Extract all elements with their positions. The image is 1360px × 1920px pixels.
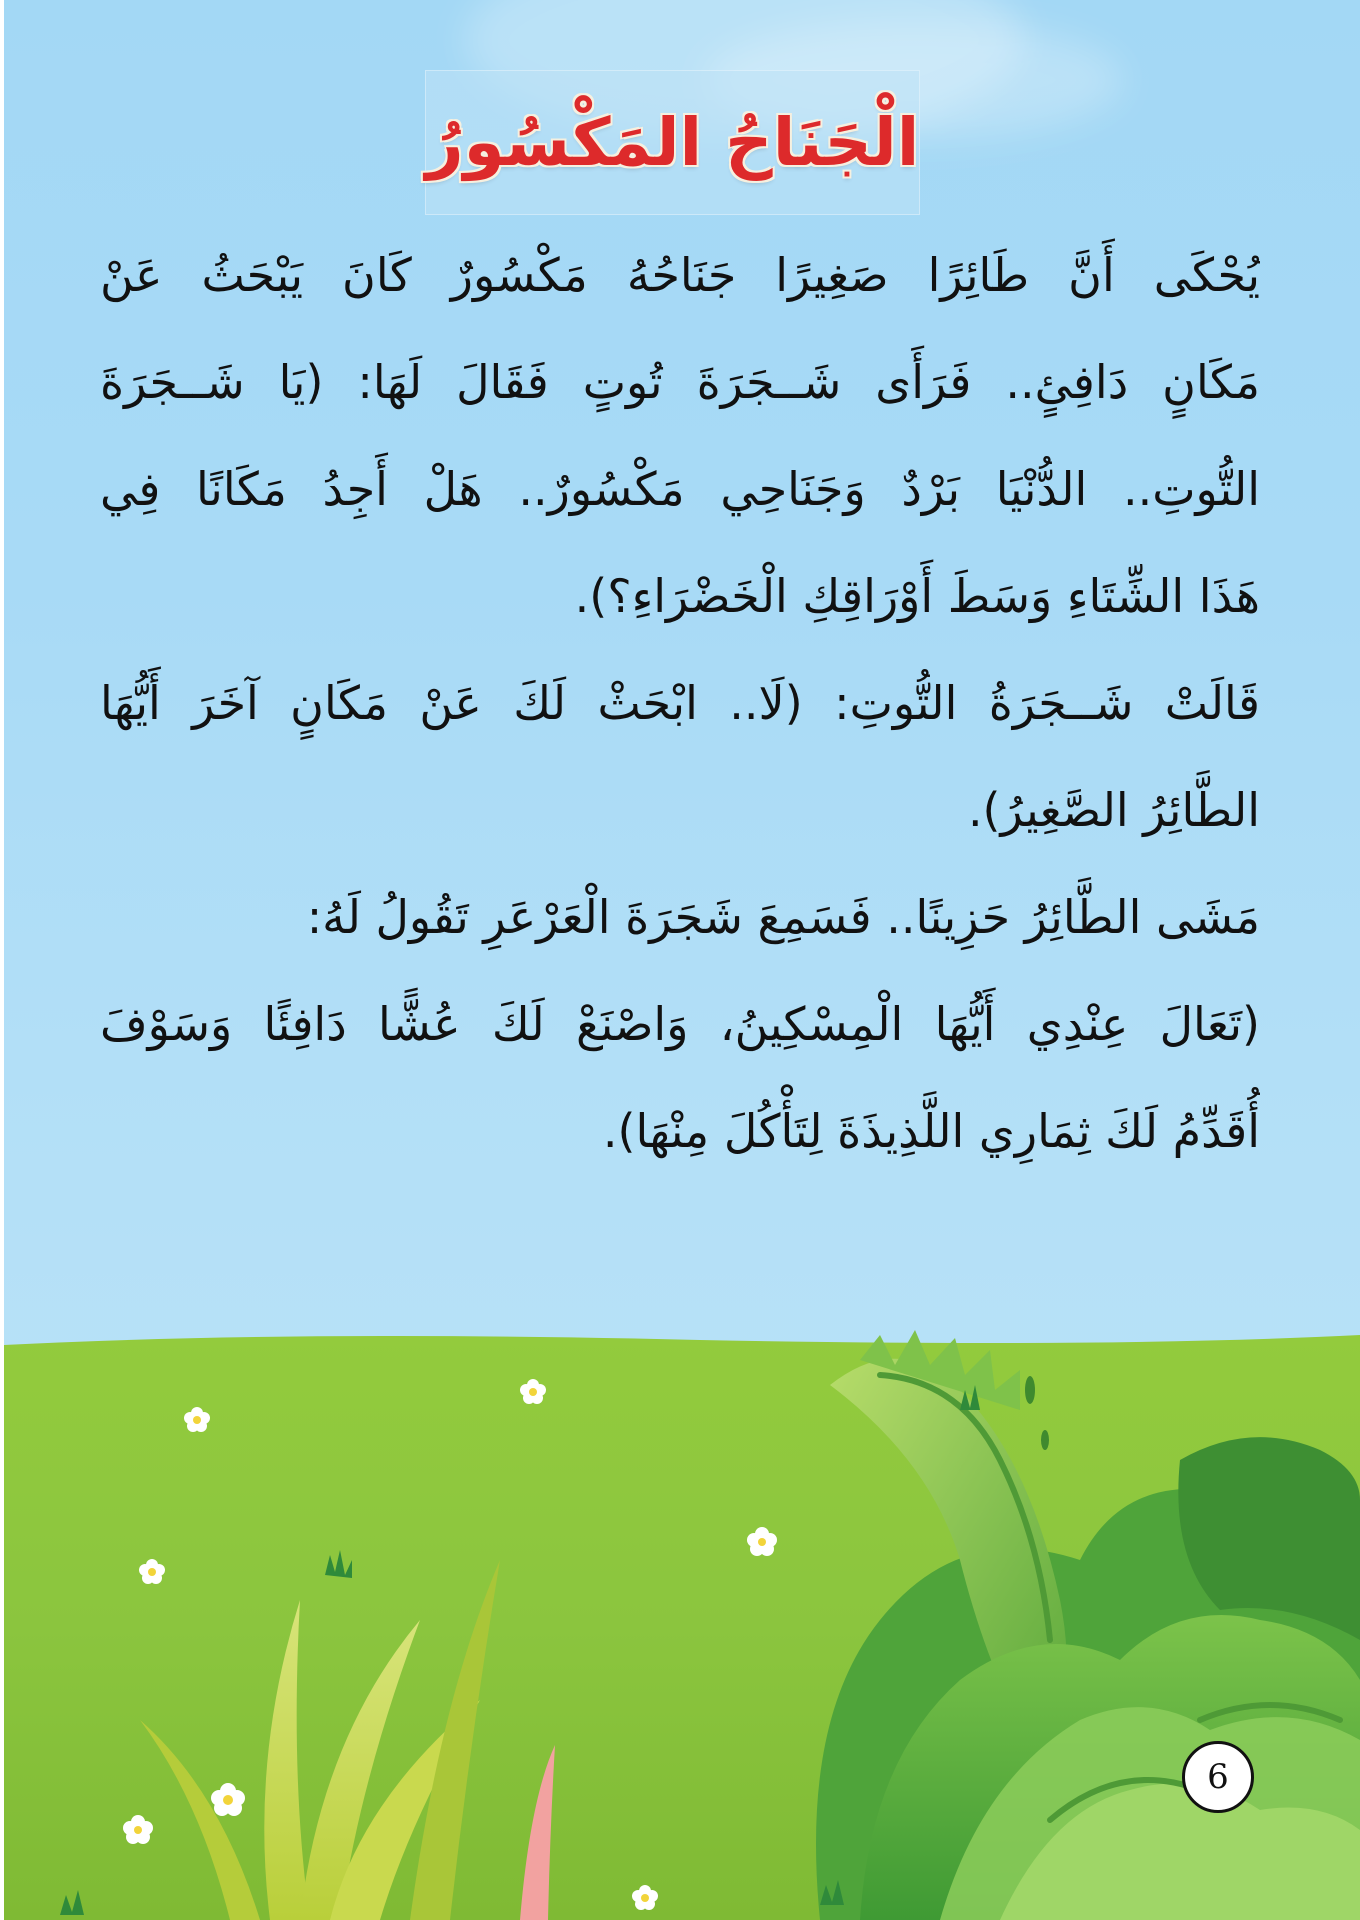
story-line: مَشَى الطَّائِرُ حَزِينًا.. فَسَمِعَ شَجَرَةَ الْعَرْعَرِ تَقُولُ لَهُ: [306, 890, 1260, 944]
story-title: الْجَنَاحُ المَكْسُورُ [425, 70, 920, 215]
story-line: مَكَانٍ دَافِئٍ.. فَرَأَى شَــجَرَةَ تُوتٍ فَقَالَ لَهَا: (يَا شَــجَرَةَ [100, 355, 1260, 409]
story-line: الطَّائِرُ الصَّغِيرُ). [967, 783, 1260, 837]
story-text [100, 222, 1260, 1185]
story-line: أُقَدِّمُ لَكَ ثِمَارِي اللَّذِيذَةَ لِتَأْكُلَ مِنْهَا). [602, 1104, 1260, 1158]
story-line: التُّوتِ.. الدُّنْيَا بَرْدٌ وَجَنَاحِي مَكْسُورٌ.. هَلْ أَجِدُ مَكَانًا فِي [100, 462, 1260, 516]
story-line: (تَعَالَ عِنْدِي أَيُّهَا الْمِسْكِينُ، وَاصْنَعْ لَكَ عُشًّا دَافِئًا وَسَوْفَ [100, 997, 1260, 1051]
story-line: يُحْكَى أَنَّ طَائِرًا صَغِيرًا جَنَاحُهُ مَكْسُورٌ كَانَ يَبْحَثُ عَنْ [100, 248, 1260, 302]
story-line: هَذَا الشِّتَاءِ وَسَطَ أَوْرَاقِكِ الْخَضْرَاءِ؟). [574, 569, 1260, 623]
story-line: قَالَتْ شَــجَرَةُ التُّوتِ: (لَا.. ابْحَثْ لَكَ عَنْ مَكَانٍ آخَرَ أَيُّهَا [100, 676, 1260, 730]
page-number: 6 [1182, 1741, 1254, 1813]
